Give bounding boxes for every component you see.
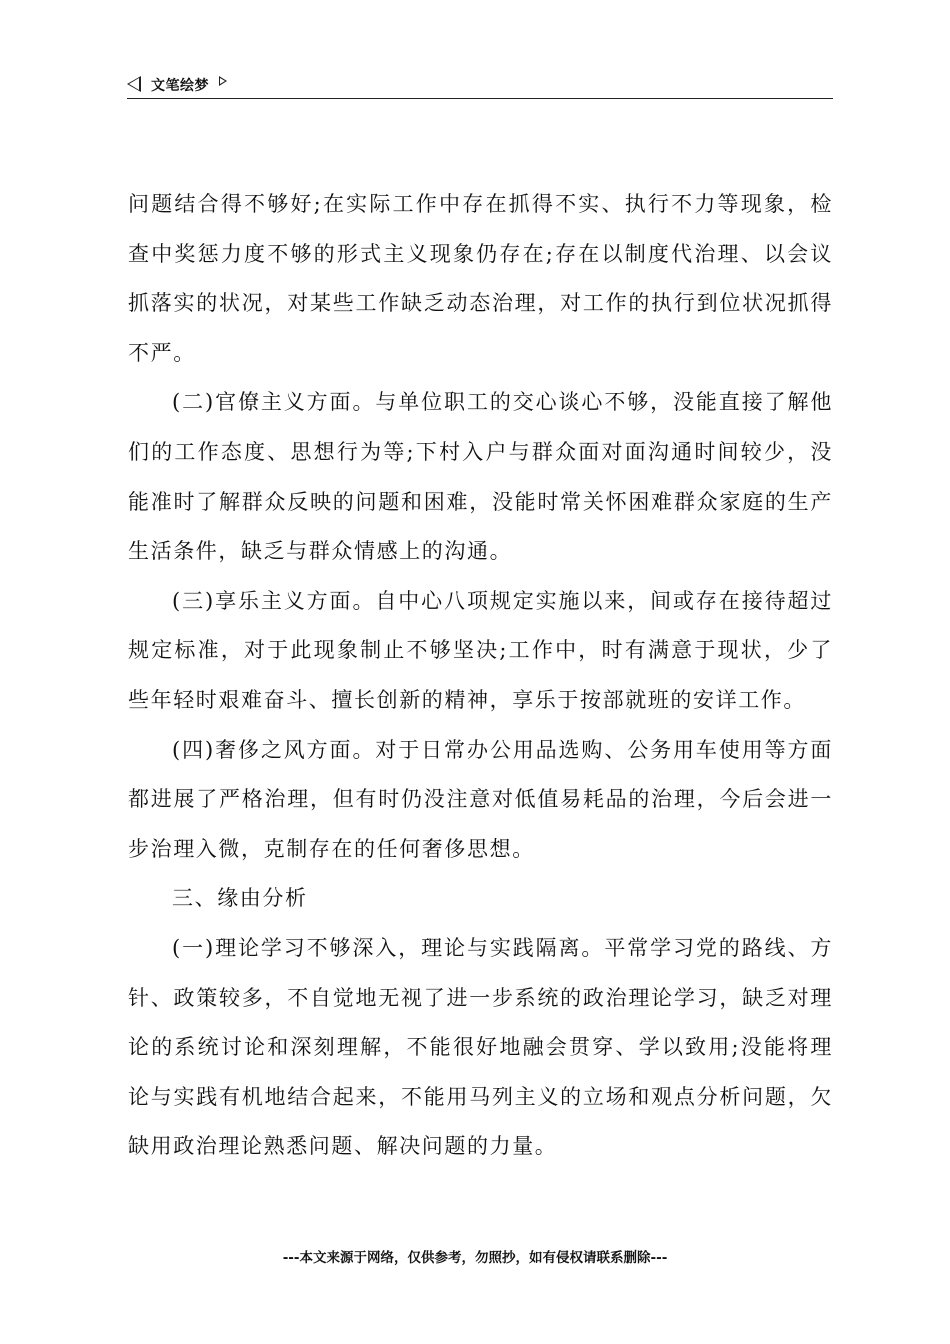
document-body <box>128 180 833 1172</box>
paragraph-continuation: 问题结合得不够好;在实际工作中存在抓得不实、执行不力等现象，检查中奖惩力度不够的形式主义现象仍存在;存在以制度代治理、以会议抓落实的状况，对某些工作缺乏动态治理，对工作的执行到位状况抓得不严。 <box>128 192 833 365</box>
paragraph-extravagance: (四)奢侈之风方面。对于日常办公用品选购、公务用车使用等方面都进展了严格治理，但有时仍没注意对低值易耗品的治理，今后会进一步治理入微，克制存在的任何奢侈思想。 <box>128 737 833 861</box>
right-triangle-icon <box>219 76 227 86</box>
section-heading-cause-analysis: 三、缘由分析 <box>172 886 308 911</box>
page-footer-disclaimer: ---本文来源于网络，仅供参考，勿照抄，如有侵权请联系删除--- <box>282 1250 668 1266</box>
left-triangle-icon <box>127 76 141 92</box>
page-header <box>127 74 833 99</box>
paragraph-hedonism: (三)享乐主义方面。自中心八项规定实施以来，间或存在接待超过规定标准，对于此现象制止不够坚决;工作中，时有满意于现状，少了些年轻时艰难奋斗、擅长创新的精神，享乐于按部就班的安详工作。 <box>128 588 833 712</box>
header-title: 文笔绘梦 <box>151 78 209 94</box>
paragraph-bureaucratism: (二)官僚主义方面。与单位职工的交心谈心不够，没能直接了解他们的工作态度、思想行为等;下村入户与群众面对面沟通时间较少，没能准时了解群众反映的问题和困难，没能时常关怀困难群众家庭的生产生活条件，缺乏与群众情感上的沟通。 <box>128 390 833 564</box>
paragraph-theory-study: (一)理论学习不够深入，理论与实践隔离。平常学习党的路线、方针、政策较多，不自觉地无视了进一步系统的政治理论学习，缺乏对理论的系统讨论和深刻理解，不能很好地融会贯穿、学以致用;没能将理论与实践有机地结合起来，不能用马列主义的立场和观点分析问题，欠缺用政治理论熟悉问题、解决问题的力量。 <box>128 935 833 1159</box>
